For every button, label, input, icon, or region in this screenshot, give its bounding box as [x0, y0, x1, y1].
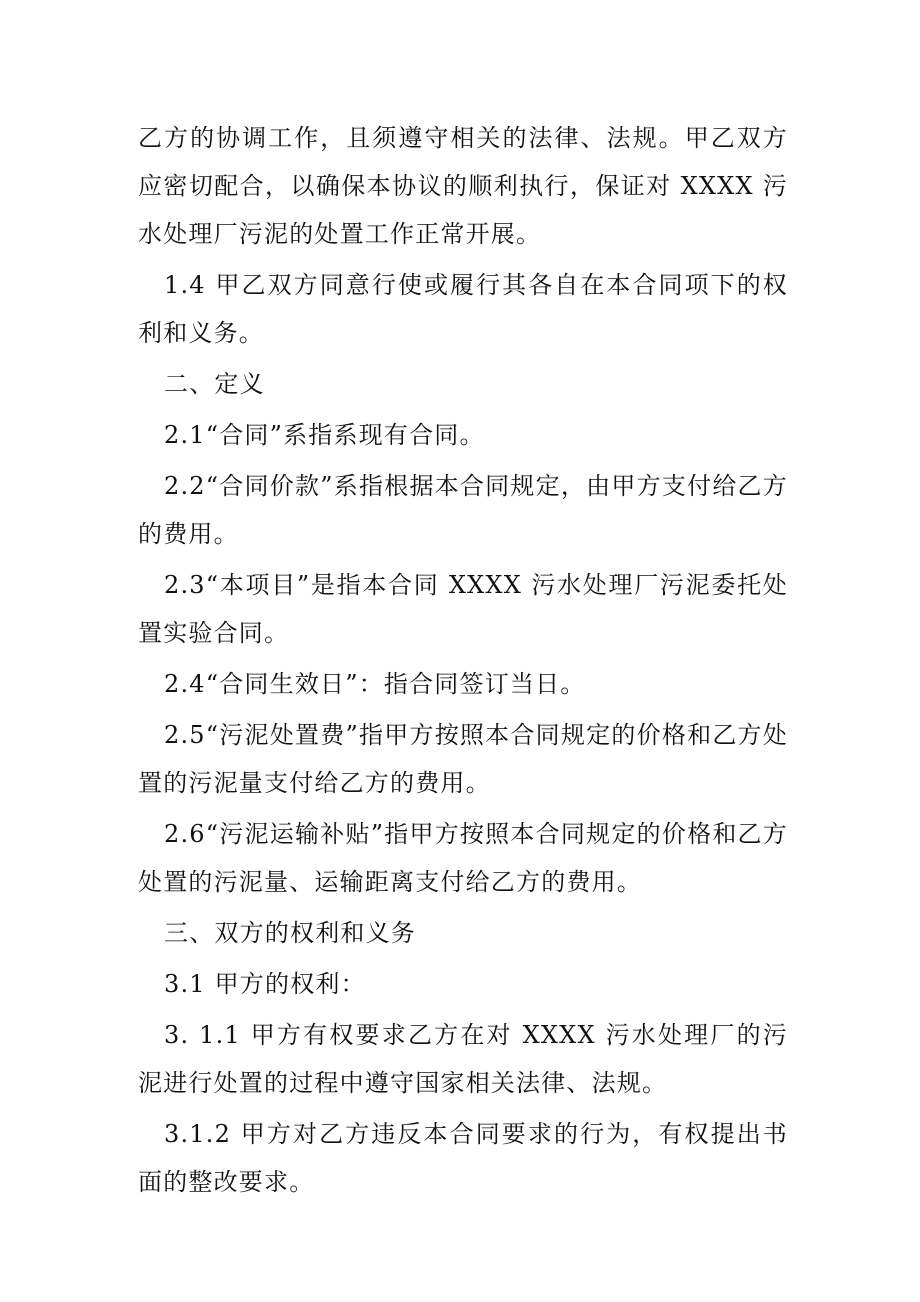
- clause-3-1-2: 3.1.2 甲方对乙方违反本合同要求的行为，有权提出书面的整改要求。: [138, 1120, 788, 1196]
- clause-2-3: 2.3“本项目”是指本合同 XXXX 污水处理厂污泥委托处置实验合同。: [138, 571, 788, 647]
- section-heading-rights-obligations: 三、双方的权利和义务: [164, 919, 416, 947]
- paragraph-continuation: 乙方的协调工作，且须遵守相关的法律、法规。甲乙双方应密切配合，以确保本协议的顺利执行，保证对 XXXX 污水处理厂污泥的处置工作正常开展。: [138, 124, 788, 248]
- section-heading-definitions: 二、定义: [164, 370, 265, 398]
- document-body: [138, 114, 788, 1209]
- clause-3-1: 3.1 甲方的权利：: [164, 970, 366, 998]
- clause-2-4: 2.4“合同生效日”：指合同签订当日。: [164, 670, 586, 698]
- clause-2-5: 2.5“污泥处置费”指甲方按照本合同规定的价格和乙方处置的污泥量支付给乙方的费用。: [138, 721, 788, 797]
- clause-3-1-1: 3. 1.1 甲方有权要求乙方在对 XXXX 污水处理厂的污泥进行处置的过程中遵守国家相关法律、法规。: [138, 1021, 788, 1097]
- clause-2-1: 2.1“合同”系指系现有合同。: [164, 421, 485, 449]
- clause-2-6: 2.6“污泥运输补贴”指甲方按照本合同规定的价格和乙方处置的污泥量、运输距离支付给乙方的费用。: [138, 820, 788, 896]
- clause-1-4: 1.4 甲乙双方同意行使或履行其各自在本合同项下的权利和义务。: [138, 271, 788, 347]
- clause-2-2: 2.2“合同价款”系指根据本合同规定，由甲方支付给乙方的费用。: [138, 472, 788, 548]
